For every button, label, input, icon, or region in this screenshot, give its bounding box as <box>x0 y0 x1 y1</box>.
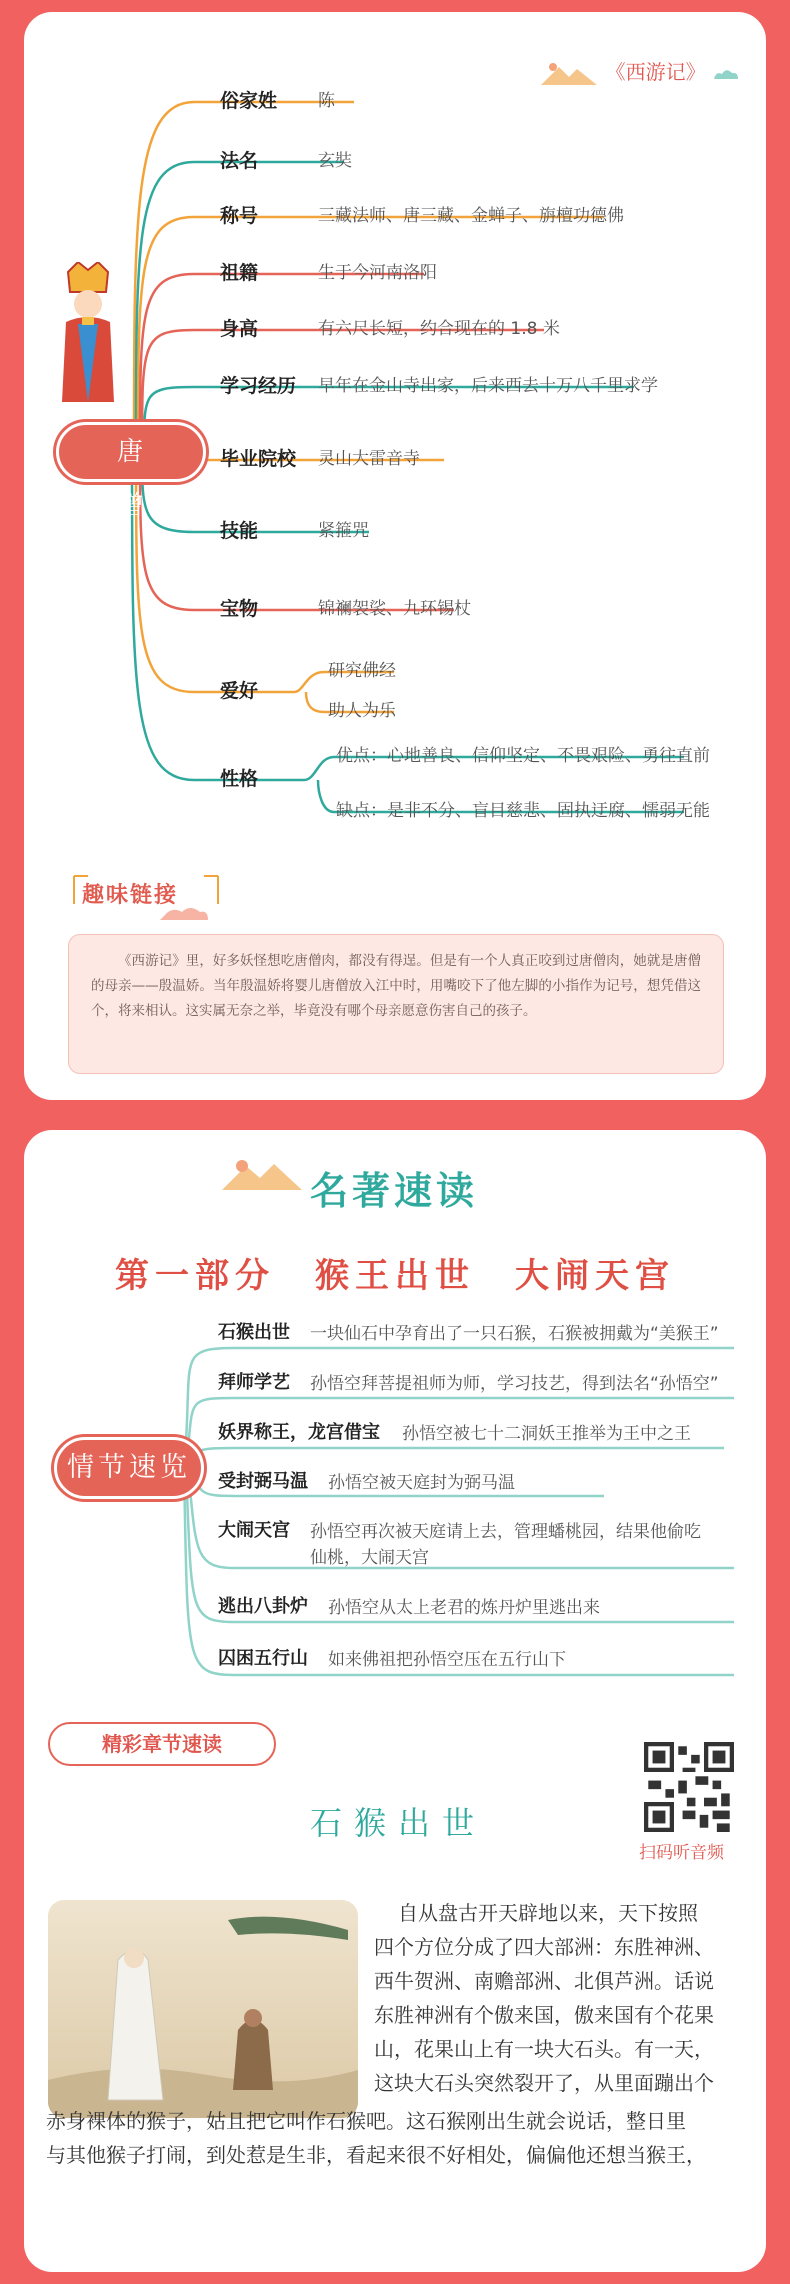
plot-desc: 孙悟空再次被天庭请上去，管理蟠桃园，结果他偷吃 <box>310 1522 701 1542</box>
story-line: 东胜神洲有个傲来国，傲来国有个花果 <box>374 2003 714 2027</box>
value-height: 有六尺长短，约合现在的 1.8 米 <box>318 319 560 339</box>
label-school: 毕业院校 <box>220 448 297 470</box>
plot-label: 拜师学艺 <box>218 1372 290 1393</box>
plot-desc: 孙悟空从太上老君的炼丹炉里逃出来 <box>328 1598 600 1618</box>
plot-desc-continued: 仙桃，大闹天宫 <box>310 1548 429 1568</box>
part-title: 第一部分 猴王出世 大闹天宫 <box>115 1256 675 1296</box>
character-name-node: 唐 僧 <box>56 422 206 482</box>
value-study: 早年在金山寺出家，后来西去十万八千里求学 <box>318 376 658 396</box>
value-dharma-name: 玄奘 <box>318 151 352 171</box>
character-card <box>24 12 766 1100</box>
label-origin: 祖籍 <box>220 262 259 284</box>
story-line: 赤身裸体的猴子，姑且把它叫作石猴吧。这石猴刚出生就会说话，整日里 <box>46 2109 686 2133</box>
label-hobby: 爱好 <box>220 680 259 702</box>
story-line: 西牛贺洲、南赡部洲、北俱芦洲。话说 <box>374 1969 714 1993</box>
plot-desc: 孙悟空被七十二洞妖王推举为王中之王 <box>402 1424 691 1444</box>
label-title: 称号 <box>220 205 259 227</box>
story-line: 这块大石头突然裂开了，从里面蹦出个 <box>374 2071 714 2095</box>
chapter-title: 石猴出世 <box>310 1804 487 1842</box>
label-personality: 性格 <box>220 768 259 790</box>
value-treasure: 锦襕袈裟、九环锡杖 <box>318 599 471 619</box>
fun-link-body: 《西游记》里，好多妖怪想吃唐僧肉，都没有得逞。但是有一个人真正咬到过唐僧肉，她就是唐僧的母亲——殷温娇。当年殷温娇将婴儿唐僧放入江中时，用嘴咬下了他左脚的小指作为记号，想凭借这个，将来相认。这实属无奈之举，毕竟没有哪个母亲愿意伤害自己的孩子。 <box>91 953 701 1019</box>
chapter-tag: 精彩章节速读 <box>48 1722 276 1766</box>
value-school: 灵山大雷音寺 <box>318 449 420 469</box>
value-personality-pros: 优点：心地善良、信仰坚定、不畏艰险、勇往直前 <box>336 746 710 766</box>
value-hobby-2: 助人为乐 <box>328 701 396 721</box>
plot-label: 大闹天宫 <box>218 1520 290 1541</box>
plot-desc: 如来佛祖把孙悟空压在五行山下 <box>328 1650 566 1670</box>
book-title: 《西游记》 <box>605 60 706 84</box>
fun-link-title: 趣味链接 <box>82 882 179 908</box>
story-line: 与其他猴子打闹，到处惹是生非，看起来很不好相处，偏偏他还想当猴王， <box>46 2143 706 2167</box>
story-line: 四个方位分成了四大部洲：东胜神洲、 <box>374 1935 714 1959</box>
plot-overview-node: 情节速览 <box>54 1437 204 1499</box>
plot-label: 妖界称王，龙宫借宝 <box>218 1422 380 1443</box>
label-skill: 技能 <box>220 520 259 542</box>
value-surname: 陈 <box>318 91 335 111</box>
reading-card <box>24 1130 766 2272</box>
plot-desc: 孙悟空拜菩提祖师为师，学习技艺，得到法名“孙悟空” <box>310 1374 719 1394</box>
fun-link-text <box>68 934 724 1074</box>
plot-label: 受封弼马温 <box>218 1471 308 1492</box>
story-line: 山，花果山上有一块大石头。有一天， <box>374 2037 714 2061</box>
plot-label: 石猴出世 <box>218 1322 290 1343</box>
value-title: 三藏法师、唐三藏、金蝉子、旃檀功德佛 <box>318 206 624 226</box>
value-hobby-1: 研究佛经 <box>328 661 396 681</box>
monkey-and-master-illustration <box>48 1900 358 2118</box>
plot-desc: 孙悟空被天庭封为弼马温 <box>328 1473 515 1493</box>
value-personality-cons: 缺点：是非不分、盲目慈悲、固执迂腐、懦弱无能 <box>336 801 710 821</box>
story-line: 自从盘古开天辟地以来，天下按照 <box>398 1901 698 1925</box>
label-height: 身高 <box>220 318 259 340</box>
label-dharma-name: 法名 <box>220 150 259 172</box>
plot-label: 逃出八卦炉 <box>218 1596 308 1617</box>
tang-seng-illustration <box>48 262 128 412</box>
label-surname: 俗家姓 <box>220 90 278 112</box>
section-title: 名著速读 <box>310 1168 479 1213</box>
value-origin: 生于今河南洛阳 <box>318 263 437 283</box>
label-treasure: 宝物 <box>220 598 259 620</box>
plot-desc: 一块仙石中孕育出了一只石猴，石猴被拥戴为“美猴王” <box>310 1324 719 1344</box>
plot-label: 囚困五行山 <box>218 1648 308 1669</box>
value-skill: 紧箍咒 <box>318 521 369 541</box>
qr-caption: 扫码听音频 <box>639 1843 724 1863</box>
story-illustration <box>48 1900 358 2118</box>
label-study: 学习经历 <box>220 375 297 397</box>
qr-code-icon[interactable] <box>644 1742 734 1832</box>
